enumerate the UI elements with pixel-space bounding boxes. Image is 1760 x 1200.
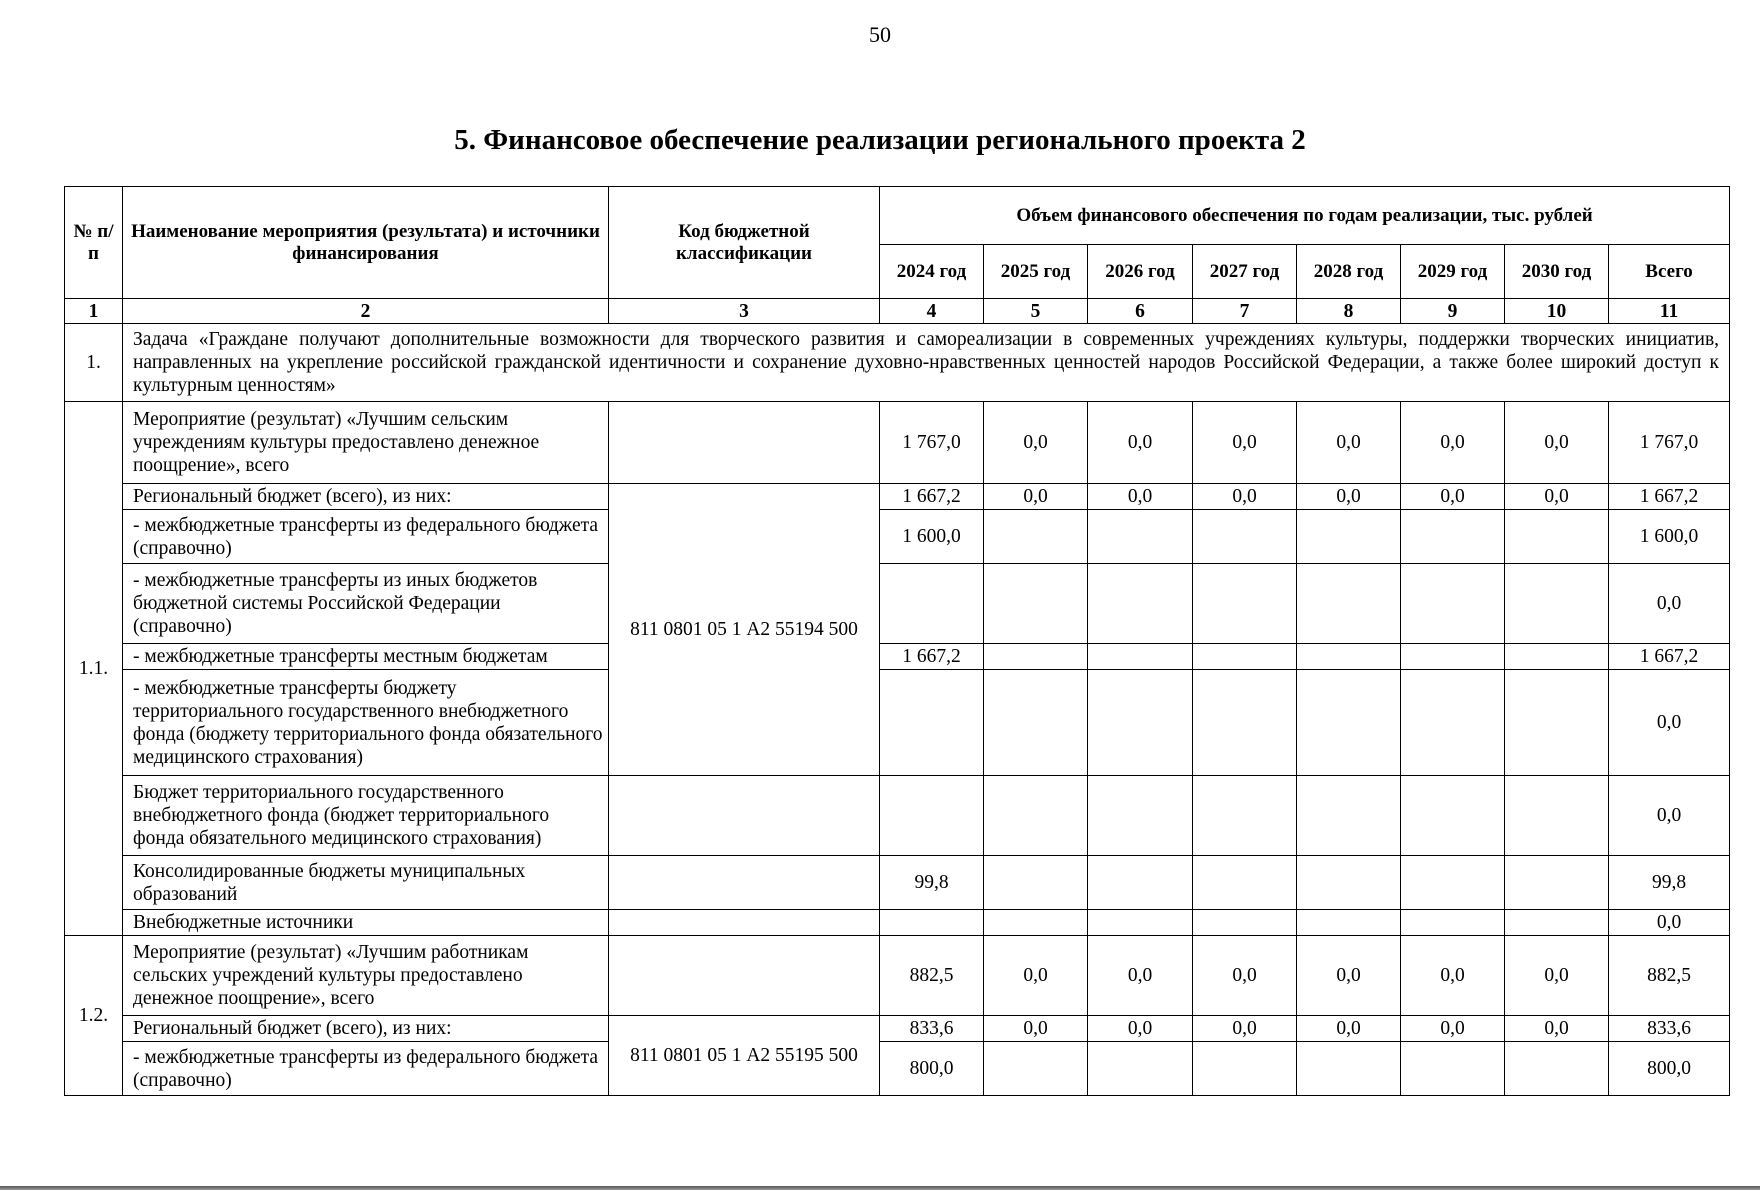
header-year: 2025 год <box>984 245 1088 299</box>
value-cell: 1 600,0 <box>880 510 984 564</box>
value-cell <box>880 564 984 644</box>
value-cell: 0,0 <box>1193 484 1297 510</box>
value-cell <box>1297 1042 1401 1096</box>
header-total: Всего <box>1609 245 1730 299</box>
value-cell <box>984 776 1088 856</box>
header-year: 2027 год <box>1193 245 1297 299</box>
value-cell: 0,0 <box>1505 402 1609 484</box>
table-row <box>65 1016 1730 1042</box>
row-name: - межбюджетные трансферты из иных бюджетов бюджетной системы Российской Федерации (справочно) <box>123 564 609 644</box>
task-text: Задача «Граждане получают дополнительные возможности для творческого развития и самореализации в современных учреждениях культуры, поддержки творческих инициатив, направленных на укрепление российской гражданской идентичности и сохранение духовно-нравственных ценностей народов Российской Федерации, а также более широкий доступ к культурным ценностям» <box>123 324 1730 402</box>
column-number: 8 <box>1297 299 1401 324</box>
value-cell <box>1505 564 1609 644</box>
value-cell: 0,0 <box>1297 1016 1401 1042</box>
value-cell <box>1505 510 1609 564</box>
financing-table <box>64 186 1730 1096</box>
value-cell: 0,0 <box>1088 936 1193 1016</box>
total-cell: 1 667,2 <box>1609 644 1730 670</box>
column-number: 2 <box>123 299 609 324</box>
value-cell <box>1401 564 1505 644</box>
value-cell <box>1401 856 1505 910</box>
row-name: - межбюджетные трансферты из федерального бюджета (справочно) <box>123 510 609 564</box>
value-cell <box>880 776 984 856</box>
value-cell: 0,0 <box>1297 936 1401 1016</box>
table-row <box>65 402 1730 484</box>
value-cell: 0,0 <box>1193 402 1297 484</box>
row-name: Региональный бюджет (всего), из них: <box>123 1016 609 1042</box>
table-row <box>65 670 1730 776</box>
value-cell: 0,0 <box>1193 1016 1297 1042</box>
value-cell <box>1193 856 1297 910</box>
value-cell: 0,0 <box>1505 484 1609 510</box>
value-cell <box>1401 776 1505 856</box>
value-cell <box>1088 510 1193 564</box>
scan-edge-line <box>0 1186 1760 1190</box>
header-year: 2026 год <box>1088 245 1193 299</box>
value-cell <box>1401 1042 1505 1096</box>
value-cell <box>1088 1042 1193 1096</box>
value-cell <box>1505 856 1609 910</box>
row-name: Внебюджетные источники <box>123 910 609 936</box>
value-cell: 0,0 <box>1088 1016 1193 1042</box>
value-cell <box>1297 856 1401 910</box>
row-name: Мероприятие (результат) «Лучшим сельским учреждениям культуры предоставлено денежное поощрение», всего <box>123 402 609 484</box>
value-cell <box>1297 776 1401 856</box>
row-name: - межбюджетные трансферты бюджету территориального государственного внебюджетного фонда (бюджету территориального фонда обязательного медицинского страхования) <box>123 670 609 776</box>
value-cell: 0,0 <box>1297 484 1401 510</box>
value-cell <box>1505 644 1609 670</box>
total-cell: 0,0 <box>1609 670 1730 776</box>
value-cell <box>984 1042 1088 1096</box>
row-name: - межбюджетные трансферты местным бюджетам <box>123 644 609 670</box>
header-col-num: № п/п <box>65 187 123 299</box>
value-cell <box>1193 1042 1297 1096</box>
header-col-name: Наименование мероприятия (результата) и источники финансирования <box>123 187 609 299</box>
total-cell: 0,0 <box>1609 910 1730 936</box>
total-cell: 1 667,2 <box>1609 484 1730 510</box>
code-cell-empty <box>609 856 880 910</box>
value-cell <box>1193 670 1297 776</box>
value-cell: 882,5 <box>880 936 984 1016</box>
value-cell <box>984 564 1088 644</box>
value-cell <box>984 856 1088 910</box>
value-cell: 1 767,0 <box>880 402 984 484</box>
column-number: 11 <box>1609 299 1730 324</box>
table-row <box>65 510 1730 564</box>
total-cell: 0,0 <box>1609 776 1730 856</box>
total-cell: 1 600,0 <box>1609 510 1730 564</box>
total-cell: 0,0 <box>1609 564 1730 644</box>
value-cell: 0,0 <box>984 402 1088 484</box>
row-name: Консолидированные бюджеты муниципальных образований <box>123 856 609 910</box>
table-row <box>65 1042 1730 1096</box>
table-row <box>65 644 1730 670</box>
value-cell <box>1401 644 1505 670</box>
header-col-volume: Объем финансового обеспечения по годам реализации, тыс. рублей <box>880 187 1730 245</box>
header-year: 2030 год <box>1505 245 1609 299</box>
column-number: 10 <box>1505 299 1609 324</box>
column-number: 9 <box>1401 299 1505 324</box>
page-number: 50 <box>869 22 891 47</box>
value-cell <box>1088 776 1193 856</box>
table-row <box>65 910 1730 936</box>
table-row <box>65 776 1730 856</box>
header-col-code: Код бюджетной классификации <box>609 187 880 299</box>
row-number: 1.2. <box>65 936 123 1096</box>
code-cell-empty <box>609 776 880 856</box>
column-number: 3 <box>609 299 880 324</box>
column-number: 5 <box>984 299 1088 324</box>
value-cell <box>1193 564 1297 644</box>
value-cell <box>1505 910 1609 936</box>
value-cell <box>1088 670 1193 776</box>
header-year: 2028 год <box>1297 245 1401 299</box>
value-cell <box>1505 670 1609 776</box>
row-number: 1.1. <box>65 402 123 936</box>
value-cell <box>1088 644 1193 670</box>
column-number: 6 <box>1088 299 1193 324</box>
value-cell <box>984 670 1088 776</box>
value-cell: 0,0 <box>1401 402 1505 484</box>
value-cell: 0,0 <box>1088 402 1193 484</box>
total-cell: 882,5 <box>1609 936 1730 1016</box>
value-cell: 0,0 <box>1401 484 1505 510</box>
value-cell <box>1088 910 1193 936</box>
value-cell: 0,0 <box>1297 402 1401 484</box>
value-cell: 0,0 <box>1401 1016 1505 1042</box>
value-cell: 0,0 <box>1505 936 1609 1016</box>
task-number: 1. <box>65 324 123 402</box>
value-cell: 800,0 <box>880 1042 984 1096</box>
code-cell-empty <box>609 936 880 1016</box>
column-numbers-row <box>65 299 1730 324</box>
value-cell: 0,0 <box>1088 484 1193 510</box>
header-row-1 <box>65 187 1730 245</box>
row-name: Мероприятие (результат) «Лучшим работникам сельских учреждений культуры предоставлено денежное поощрение», всего <box>123 936 609 1016</box>
value-cell <box>1401 670 1505 776</box>
column-number: 1 <box>65 299 123 324</box>
value-cell <box>984 910 1088 936</box>
column-number: 4 <box>880 299 984 324</box>
value-cell: 1 667,2 <box>880 484 984 510</box>
value-cell <box>1088 564 1193 644</box>
row-name: - межбюджетные трансферты из федерального бюджета (справочно) <box>123 1042 609 1096</box>
value-cell <box>984 644 1088 670</box>
value-cell: 0,0 <box>984 1016 1088 1042</box>
total-cell: 833,6 <box>1609 1016 1730 1042</box>
value-cell <box>1193 910 1297 936</box>
value-cell <box>1193 776 1297 856</box>
value-cell <box>1088 856 1193 910</box>
value-cell <box>1193 510 1297 564</box>
row-name: Бюджет территориального государственного внебюджетного фонда (бюджет территориального фонда обязательного медицинского страхования) <box>123 776 609 856</box>
budget-code: 811 0801 05 1 А2 55195 500 <box>609 1016 880 1096</box>
value-cell: 833,6 <box>880 1016 984 1042</box>
total-cell: 1 767,0 <box>1609 402 1730 484</box>
value-cell: 0,0 <box>1401 936 1505 1016</box>
value-cell <box>1505 1042 1609 1096</box>
table-row <box>65 936 1730 1016</box>
total-cell: 800,0 <box>1609 1042 1730 1096</box>
table-row <box>65 484 1730 510</box>
value-cell: 0,0 <box>984 484 1088 510</box>
column-number: 7 <box>1193 299 1297 324</box>
value-cell <box>1401 510 1505 564</box>
value-cell: 0,0 <box>1505 1016 1609 1042</box>
task-row <box>65 324 1730 402</box>
table-row <box>65 564 1730 644</box>
value-cell: 1 667,2 <box>880 644 984 670</box>
value-cell: 0,0 <box>984 936 1088 1016</box>
value-cell <box>1401 910 1505 936</box>
value-cell: 0,0 <box>1193 936 1297 1016</box>
value-cell <box>1297 564 1401 644</box>
value-cell <box>1505 776 1609 856</box>
code-cell-empty <box>609 402 880 484</box>
table-row <box>65 856 1730 910</box>
value-cell <box>984 510 1088 564</box>
value-cell <box>880 670 984 776</box>
value-cell <box>1297 510 1401 564</box>
value-cell <box>1297 910 1401 936</box>
value-cell: 99,8 <box>880 856 984 910</box>
value-cell <box>880 910 984 936</box>
value-cell <box>1297 670 1401 776</box>
value-cell <box>1193 644 1297 670</box>
code-cell-empty <box>609 910 880 936</box>
value-cell <box>1297 644 1401 670</box>
budget-code: 811 0801 05 1 А2 55194 500 <box>609 484 880 776</box>
header-year: 2024 год <box>880 245 984 299</box>
row-name: Региональный бюджет (всего), из них: <box>123 484 609 510</box>
page-title: 5. Финансовое обеспечение реализации регионального проекта 2 <box>454 124 1306 156</box>
total-cell: 99,8 <box>1609 856 1730 910</box>
header-year: 2029 год <box>1401 245 1505 299</box>
